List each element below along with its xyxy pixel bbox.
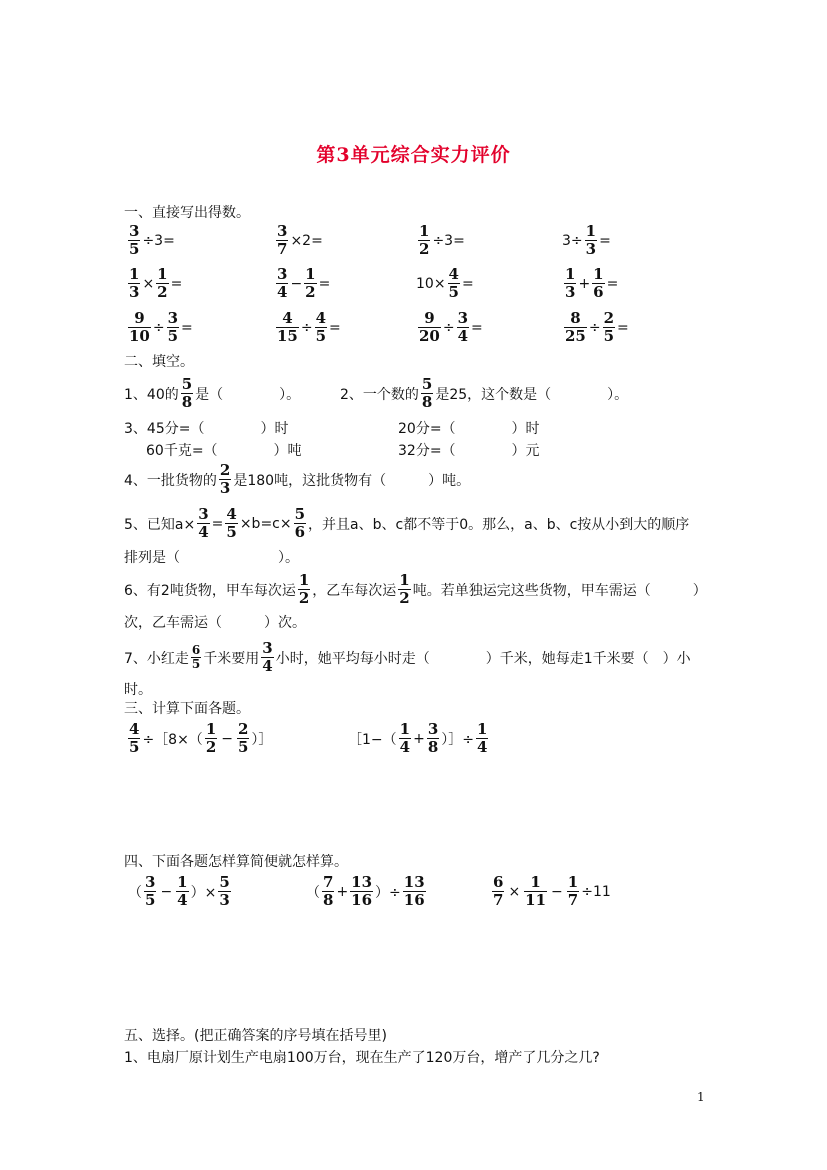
fraction: $\frac{1}{3}$ [565,265,576,301]
fill-q6-line2: 次，乙车需运（ ）次。 [124,615,306,631]
fill-q4 [124,462,470,497]
fraction: $\frac{3}{8}$ [427,720,439,756]
oral-problem [126,310,193,345]
expr-part: （ [128,884,142,901]
fill-q7-line2: 时。 [124,682,152,698]
fraction: $\frac{2}{3}$ [219,461,231,497]
fraction: $\frac{1}{4}$ [399,720,411,756]
oral-problem [416,223,465,258]
fill-q2 [340,376,628,411]
fraction: $\frac{13}{16}$ [351,873,373,909]
operator: + [336,883,349,900]
problem-suffix: = [461,275,474,292]
fraction: $\frac{1}{2}$ [157,265,168,301]
expr-part: （ [306,884,320,901]
fraction: $\frac{1}{6}$ [593,265,604,301]
fill-q6-text: 6、有2吨货物，甲车每次运 [124,582,296,599]
page-title: 第3单元综合实力评价 [316,144,511,166]
fill-q1 [124,376,300,411]
fraction: $\frac{5}{8}$ [421,375,433,411]
fill-q5 [124,506,689,541]
problem-suffix: = [170,275,183,292]
calc-expr-2 [348,721,490,756]
fill-q3a: 3、45分=（ ）时 [124,421,289,437]
fill-q7-mid: 千米要用 [203,650,260,667]
fraction: $\frac{13}{16}$ [403,873,425,909]
fraction: $\frac{1}{2}$ [305,265,316,301]
section-4-heading: 四、下面各题怎样算简便就怎样算。 [124,854,348,870]
fraction: $\frac{3}{4}$ [198,505,209,541]
operator: ÷ [588,319,601,336]
fill-q5-tail: ，并且a、b、c都不等于0。那么，a、b、c按从小到大的顺序 [308,516,690,533]
fill-q7-tail: 小时，她平均每小时走（ ）千米，她每走1千米要（ ）小 [275,650,691,667]
fill-q5-line2: 排列是（ ）。 [124,550,299,566]
fraction: $\frac{7}{8}$ [323,873,334,909]
fraction: $\frac{1}{2}$ [205,720,217,756]
fraction: $\frac{4}{5}$ [448,265,459,301]
operator: ÷ [152,319,165,336]
page-number: 1 [697,1090,705,1104]
fraction: $\frac{9}{10}$ [129,309,150,345]
oral-problem [562,310,629,345]
problem-suffix: = [606,275,619,292]
section-5-heading: 五、选择。(把正确答案的序号填在括号里) [124,1028,387,1044]
fraction: $\frac{5}{3}$ [219,873,230,909]
section-2-heading: 二、填空。 [124,354,194,370]
problem-suffix: ÷3= [432,232,465,249]
operator: ÷ [300,319,313,336]
fraction: $\frac{5}{8}$ [181,375,193,411]
expr-part: ÷［8×（ [142,731,203,748]
operator: + [413,730,425,747]
fill-q6-tail: 吨。若单独运完这些货物，甲车需运（ ） [412,582,707,599]
operator: × [142,275,155,292]
problem-suffix: ×2= [290,232,323,249]
oral-problem [274,310,341,345]
problem-suffix: ÷3= [142,232,175,249]
fraction: $\frac{1}{2}$ [399,571,410,607]
section-3-heading: 三、计算下面各题。 [124,701,250,717]
fraction: $\frac{6}{7}$ [493,873,504,909]
fill-q1-text: 1、40的 [124,386,179,403]
fraction: $\frac{1}{2}$ [419,222,430,258]
oral-problem [126,223,175,258]
fraction: $\frac{1}{7}$ [567,873,579,909]
fraction: $\frac{1}{4}$ [476,720,488,756]
fraction: $\frac{3}{4}$ [262,639,273,675]
fill-q7 [124,640,691,675]
calc-expr-1 [126,721,272,756]
fraction: $\frac{4}{15}$ [277,309,298,345]
fraction: $\frac{8}{25}$ [565,309,586,345]
simplify-expr-1 [128,874,233,909]
fraction: $\frac{3}{5}$ [145,873,156,909]
problem-suffix: = [599,232,611,249]
operator: = [211,515,224,532]
oral-problem [416,266,474,301]
oral-problem [562,266,618,301]
operator: × [508,883,521,900]
expr-part: ［1−（ [348,731,397,748]
fraction: $\frac{6}{5}$ [191,643,201,671]
fraction: $\frac{3}{7}$ [277,222,288,258]
oral-problem [416,310,483,345]
operator: ÷ [442,319,455,336]
oral-problem [562,223,611,258]
fraction: $\frac{1}{2}$ [298,571,310,607]
oral-problem [274,266,330,301]
fill-q3b: 20分=（ ）时 [398,421,540,437]
expr-part: ）÷ [375,884,401,901]
fill-q7-text: 7、小红走 [124,650,189,667]
fill-q6 [124,572,707,607]
fraction: $\frac{3}{5}$ [129,222,140,258]
fill-q1-blank: 是（ ）。 [195,386,301,403]
fraction: $\frac{3}{4}$ [277,265,288,301]
simplify-expr-2 [306,874,428,909]
choice-q1: 1、电扇厂原计划生产电扇100万台，现在生产了120万台，增产了几分之几? [124,1050,600,1066]
operator: + [578,275,591,292]
oral-problem [126,266,182,301]
fill-q3d: 32分=（ ）元 [398,443,540,459]
operator: − [221,730,233,747]
problem-prefix: 3÷ [562,232,583,249]
expr-part: ）× [190,884,217,901]
problem-suffix: = [471,319,483,336]
fraction: $\frac{2}{5}$ [603,309,615,345]
operator: − [290,275,303,292]
operator: − [160,883,173,900]
fraction: $\frac{1}{3}$ [129,265,140,301]
fraction: $\frac{2}{5}$ [237,720,249,756]
problem-prefix: 10× [416,275,446,292]
fraction: $\frac{4}{5}$ [129,720,140,756]
problem-suffix: = [329,319,341,336]
fraction: $\frac{4}{5}$ [226,505,237,541]
expr-part: ）］÷ [441,731,474,748]
fraction: $\frac{3}{5}$ [167,309,179,345]
fill-q2-blank: 是25，这个数是（ ）。 [435,386,629,403]
fraction: $\frac{4}{5}$ [315,309,327,345]
operator: − [551,883,563,900]
problem-suffix: = [617,319,629,336]
fill-q2-text: 2、一个数的 [340,386,419,403]
fill-q5-mid: ×b=c× [239,515,292,532]
fill-q4-text: 4、一批货物的 [124,472,217,489]
fraction: $\frac{1}{3}$ [585,222,597,258]
expr-part: ）］ [251,731,273,748]
fill-q4-blank: 是180吨，这批货物有（ ）吨。 [233,472,471,489]
problem-suffix: = [318,275,331,292]
fraction: $\frac{1}{11}$ [525,873,547,909]
fraction: $\frac{5}{6}$ [294,505,306,541]
fill-q5-text: 5、已知a× [124,516,196,533]
fraction: $\frac{3}{4}$ [457,309,469,345]
fill-q3c: 60千克=（ ）吨 [146,443,302,459]
simplify-expr-3 [490,874,611,909]
fraction: $\frac{1}{4}$ [177,873,188,909]
problem-suffix: = [181,319,193,336]
fill-q6-mid: ，乙车每次运 [312,582,397,599]
expr-part: ÷11 [581,883,611,900]
section-1-heading: 一、直接写出得数。 [124,205,250,221]
fraction: $\frac{9}{20}$ [419,309,440,345]
oral-problem [274,223,323,258]
